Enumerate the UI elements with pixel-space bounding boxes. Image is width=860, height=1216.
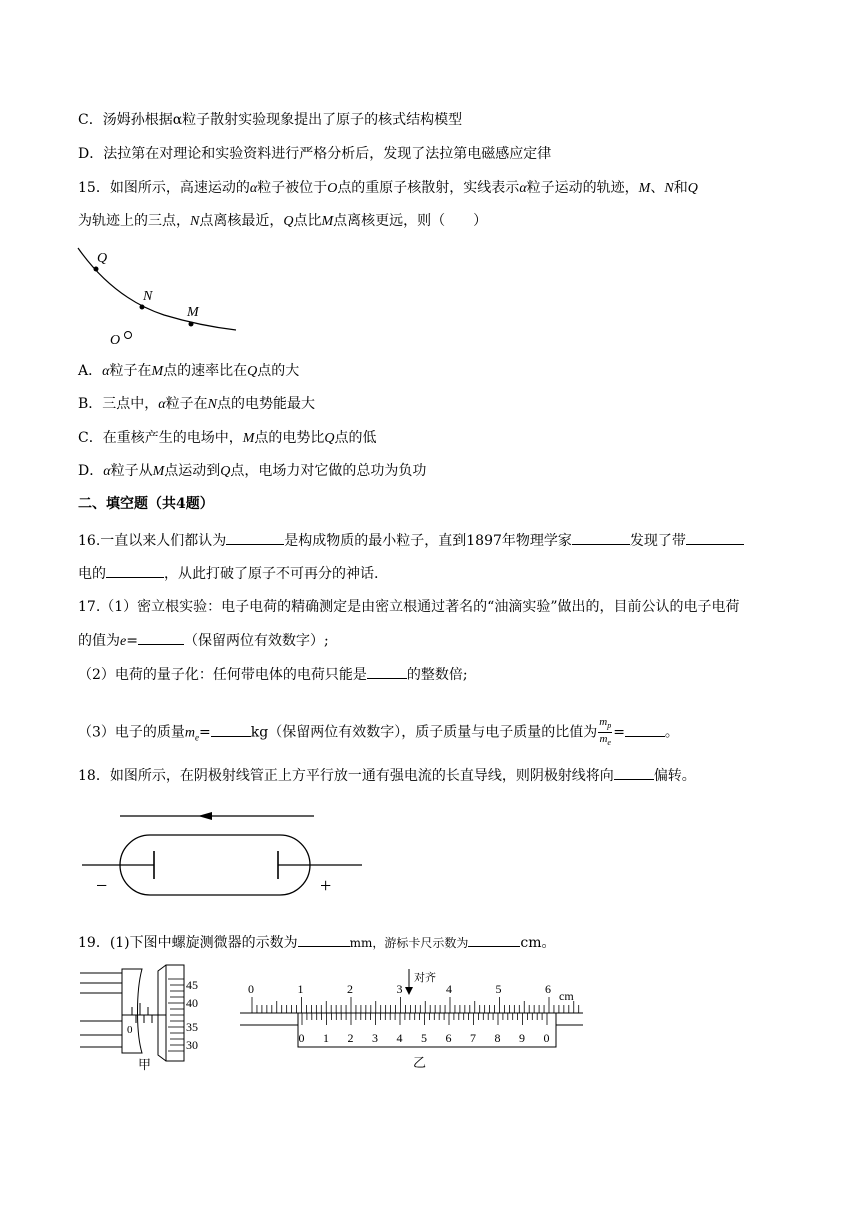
q18-stem: 18．如图所示，在阴极射线管正上方平行放一通有强电流的长直导线，则阴极射线将向 偏转。	[78, 765, 696, 786]
q16-line2: 电的 ，从此打破了原子不可再分的神话.	[78, 563, 378, 584]
thimble-label-35: 35	[186, 1020, 198, 1034]
minus-sign: −	[96, 875, 108, 897]
current-arrow-icon	[198, 812, 212, 820]
point-q-dot	[94, 267, 99, 272]
thimble-label-40: 40	[186, 996, 198, 1010]
vernier-label: 0	[543, 1031, 550, 1045]
align-arrow-icon	[405, 987, 413, 995]
vernier-label: 6	[445, 1031, 452, 1045]
q17-blank-mass[interactable]	[211, 722, 251, 737]
main-scale-label: 0	[248, 982, 254, 996]
sleeve-zero-label: 0	[127, 1024, 133, 1036]
q14-option-d: D．法拉第在对理论和实验资料进行严格分析后，发现了法拉第电磁感应定律	[78, 146, 552, 162]
q15-stem-line1: 15．如图所示，高速运动的α粒子被位于O点的重原子核散射，实线表示α粒子运动的轨迹，M、N和Q	[78, 180, 698, 196]
q14-option-c: C．汤姆孙根据α粒子散射实验现象提出了原子的核式结构模型	[78, 112, 463, 128]
q16-blank-2[interactable]	[572, 530, 630, 545]
main-scale-label: 1	[297, 982, 304, 996]
q16-blank-1[interactable]	[226, 530, 284, 545]
q15-stem-line2: 为轨迹上的三点，N点离核最近，Q点比M点离核更远，则（ ）	[78, 213, 488, 229]
q19-stem: 19．(1)下图中螺旋测微器的示数为 mm，游标卡尺示数为 cm。	[78, 932, 556, 953]
q17-line1: 17.（1）密立根实验：电子电荷的精确测定是由密立根通过著名的“油滴实验”做出的，目前公认的电子电荷	[78, 599, 740, 615]
q16-blank-4[interactable]	[106, 563, 164, 578]
q16-blank-3[interactable]	[686, 530, 744, 545]
q15-trajectory-figure	[74, 240, 244, 350]
q15-option-c: C．在重核产生的电场中，M点的电势比Q点的低	[78, 430, 377, 446]
thimble	[166, 965, 184, 1061]
vernier-label: 0	[298, 1031, 305, 1045]
main-scale-label: 6	[545, 982, 551, 996]
vernier-label: 1	[323, 1031, 329, 1045]
q17-line4: （3）电子的质量$m_e= kg$（保留两位有效数字），质子质量与电子质量的比值为 $\frac{m_p}{m_e}$ = 。	[78, 716, 679, 748]
q15-option-b: B．三点中，α粒子在N点的电势能最大	[78, 396, 315, 412]
section-heading: 二、填空题（共4题）	[78, 496, 214, 512]
plus-sign: +	[320, 875, 332, 897]
q17-blank-charge[interactable]	[367, 664, 407, 679]
label-q: Q	[97, 251, 108, 266]
vernier-label: 7	[470, 1031, 476, 1045]
main-scale-label: 2	[347, 982, 353, 996]
label-m: M	[187, 305, 199, 320]
vernier-label: 8	[494, 1031, 501, 1045]
main-scale-label: 5	[495, 982, 502, 996]
q18-blank[interactable]	[614, 765, 654, 780]
thimble-label-30: 30	[186, 1038, 198, 1052]
mass-ratio-fraction: $\frac{m_p}{m_e}$	[599, 716, 612, 748]
q17-line2: 的值为e= （保留两位有效数字）;	[78, 630, 329, 652]
thimble-label-45: 45	[186, 978, 198, 992]
q17-blank-e[interactable]	[138, 630, 184, 645]
vernier-label: 3	[372, 1031, 378, 1045]
vernier-label: 9	[519, 1031, 525, 1045]
vernier-label: 2	[347, 1031, 354, 1045]
q19-blank-caliper[interactable]	[468, 932, 520, 947]
nucleus-o	[125, 332, 132, 339]
main-scale	[248, 982, 579, 1013]
vernier-label: 5	[421, 1031, 427, 1045]
q17-line3: （2）电荷的量子化：任何带电体的电荷只能是 的整数倍;	[78, 664, 468, 685]
vernier-caliper-figure	[238, 963, 588, 1073]
main-scale-label: 3	[396, 982, 403, 996]
caliper-caption: 乙	[413, 1055, 427, 1070]
q17-blank-ratio[interactable]	[625, 722, 665, 737]
label-n: N	[143, 289, 153, 304]
point-n-dot	[140, 305, 145, 310]
label-o: O	[110, 333, 121, 348]
main-scale-label: 4	[446, 982, 452, 996]
q16-line1: 16.一直以来人们都认为 是构成物质的最小粒子，直到1897年物理学家 发现了带	[78, 530, 744, 551]
vernier-label: 4	[396, 1031, 403, 1045]
cathode-ray-tube-figure	[82, 808, 382, 903]
main-unit-label: cm	[559, 989, 574, 1003]
micrometer-figure	[78, 963, 238, 1073]
q15-option-a: A．α粒子在M点的速率比在Q点的大	[78, 363, 300, 379]
align-label: 对齐	[414, 972, 436, 984]
point-m-dot	[189, 322, 194, 327]
micrometer-caption: 甲	[138, 1057, 152, 1072]
q15-option-d: D．α粒子从M点运动到Q点，电场力对它做的总功为负功	[78, 463, 427, 479]
q19-blank-micrometer[interactable]	[298, 932, 350, 947]
